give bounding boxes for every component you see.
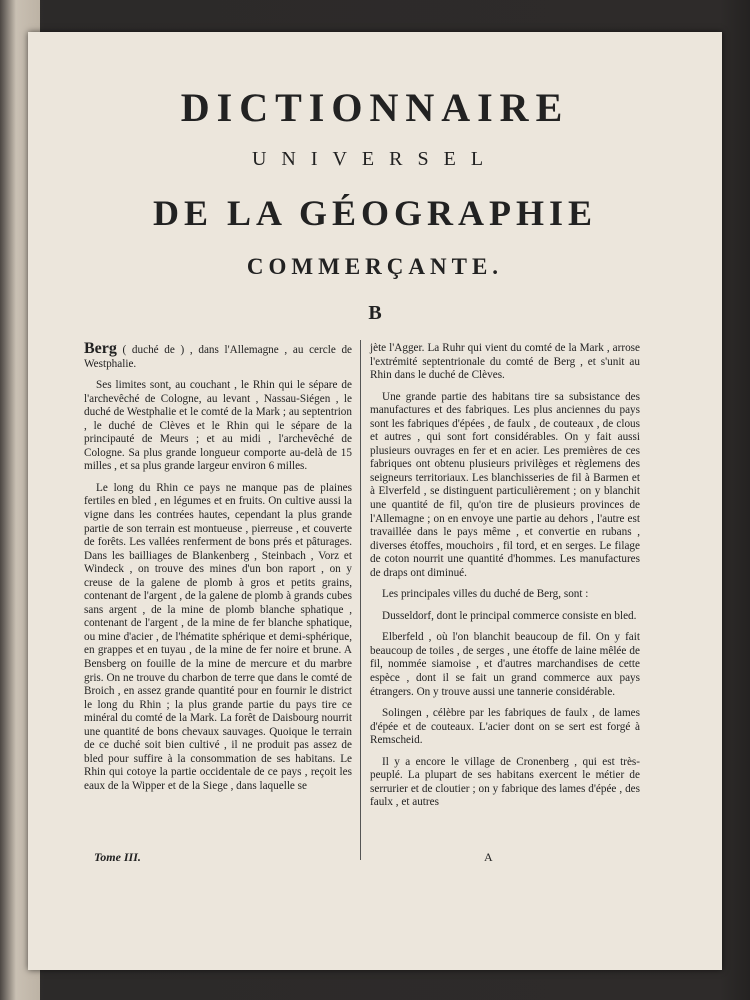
paragraph: Le long du Rhin ce pays ne manque pas de plaines fertiles en bled , en légumes et en fruits. On cultive aussi la vigne dans les contrées hautes, cependant la plus grande partie de son terrain est montueuse , pierreuse , et couverte de forêts. Les vallées renferment de bons prés et pâturages. Dans les bailliages de Blankenberg , Steinbach , Vorz et Windeck , on trouve des mines d'un bon raport , on y creuse de la galene de plomb à gros et petits grains, contenant de l'argent , de la galene de plomb à grands cubes sans argent , de la mine de plomb blanche sphatique , contenant de l'argent , de la mine de fer blanche sphatique, ou mine d'acier , de l'hématite sphérique et demi-sphérique, en grappes et en tuyau , de la mine de fer noire et brune. A Bensberg on fouille de la mine de mercure et du marbre gris. On ne trouve du charbon de terre que dans le comté de Broich , en assez grande quantité pour en fournir le district le long du Rhin ; la plus grande partie du pays tire ce minéral du comté de la Mark. La forêt de Daisbourg nourrit une quantité de bons chevaux sauvages. Quoique le terrain de ce duché soit bien cultivé , il ne produit pas assez de bled pour suffire à la consommation de ses habitans. Le Rhin qui cotoye la partie occidentale de ce pays , reçoit les eaux de la Wipper et de la Siege , dans laquelle se (84, 481, 352, 792)
paragraph: Elberfeld , où l'on blanchit beaucoup de fil. On y fait beaucoup de toiles , de serges , une étoffe de laine mêlée de fil, nommée siamoise , et d'autres marchandises de cette espèce , dont il se fait un grand commerce aux pays étrangers. On y trouve aussi une tannerie considérable. (370, 631, 640, 698)
volume-label: Tome III. (94, 850, 141, 864)
paragraph: Dusseldorf, dont le principal commerce consiste en bled. (382, 609, 637, 622)
column-divider (360, 340, 361, 860)
entry-headword: Berg (84, 340, 117, 357)
entry-text: ( duché de ) , dans l'Allemagne , au cercle de Westphalie. (84, 344, 352, 370)
paragraph: Il y a encore le village de Cronenberg , qui est très-peuplé. La plupart de ses habitans exercent le métier de serrurier et de cloutier ; on y fabrique des lames d'épée , des faulx , et autres (370, 755, 640, 809)
title-dictionnaire: DICTIONNAIRE (180, 85, 570, 130)
paragraph (84, 342, 352, 371)
section-letter: B (368, 302, 382, 324)
left-column (84, 342, 352, 802)
title-commercante: COMMERÇANTE. (246, 254, 504, 279)
title-universel: UNIVERSEL (251, 148, 499, 170)
title-geographie: DE LA GÉOGRAPHIE (152, 193, 598, 233)
paragraph: Les principales villes du duché de Berg, sont : (382, 588, 589, 601)
paragraph: Ses limites sont, au couchant , le Rhin qui le sépare de l'archevêché de Cologne, au levant , Nassau-Siégen , le duché de Westphalie et le comté de la Mark ; au septentrion , le duché de Clèves et le Rhin qui le sépare de la principauté de Meurs ; et au midi , l'archevêché de Cologne. Sa plus grande longueur comporte au-delà de 15 milles , et sa plus grande largeur environ 6 milles. (84, 379, 352, 473)
paragraph: Une grande partie des habitans tire sa subsistance des manufactures et des fabriques. Les plus anciennes du pays sont les fabriques d'épées , de faulx , de couteaux , de clous et autres , qui sont fort considérables. On y fait aussi plusieurs ouvrages en fer et en acier. Les premières de ces fabriques ont obtenu plusieurs privilèges et règlemens des seigneurs territoriaux. Les blanchisseries de fil à Barmen et à Elverfeld , se distinguent particulièrement ; on y blanchit une quantité de fil, qu'on tire de plusieurs provinces de l'Allemagne ; on en envoye une partie au dehors , l'autre est travaillée dans le pays même , et convertie en rubans , diverses étoffes, mouchoirs , fil tord, et en serges. Le filage de coton nourrit une quantité d'hommes. Les manufactures de draps ont diminué. (370, 390, 640, 579)
right-column (370, 342, 640, 818)
book-page (28, 32, 722, 970)
signature-mark: A (484, 850, 493, 864)
paragraph: jète l'Agger. La Ruhr qui vient du comté de la Mark , arrose l'extrémité septentrionale du comté de Berg , et s'unit au Rhin dans le duché de Clèves. (370, 342, 640, 382)
paragraph: Solingen , célèbre par les fabriques de faulx , de lames d'épée et de couteaux. L'acier dont on se sert est forgé à Remscheid. (370, 707, 640, 747)
